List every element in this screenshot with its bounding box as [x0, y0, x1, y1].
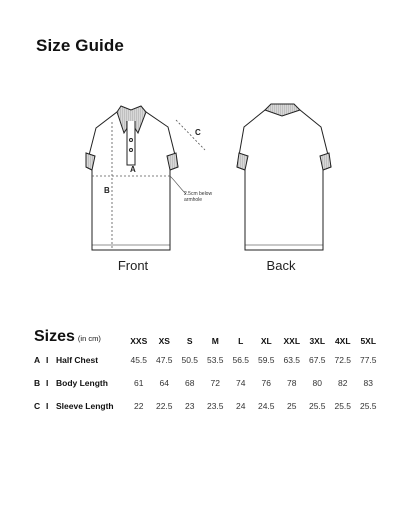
front-polo-illustration — [86, 106, 178, 250]
table-row-sleeve-length — [34, 394, 381, 417]
table-cell: 24 — [236, 400, 246, 411]
table-cell: 25.5 — [359, 400, 377, 411]
table-cell: 82 — [338, 377, 348, 388]
table-cell: 64 — [159, 377, 169, 388]
button-2 — [130, 149, 133, 152]
table-cell: 78 — [287, 377, 297, 388]
table-cell: 59.5 — [257, 354, 275, 365]
back-polo-illustration — [237, 104, 331, 250]
table-cell: 77.5 — [359, 354, 377, 365]
size-header-row — [34, 322, 381, 348]
size-l: L — [238, 336, 244, 346]
table-cell: 76 — [261, 377, 271, 388]
measure-letter-a: A — [130, 165, 136, 174]
size-4xl: 4XL — [334, 336, 351, 346]
table-cell: 83 — [363, 377, 373, 388]
table-cell: 61 — [134, 377, 144, 388]
table-cell: 22.5 — [155, 400, 173, 411]
back-label: Back — [266, 258, 296, 273]
table-cell: 23.5 — [206, 400, 224, 411]
button-1 — [130, 139, 133, 142]
row-label: A I Half Chest — [34, 354, 99, 365]
table-cell: 50.5 — [181, 354, 199, 365]
size-5xl: 5XL — [360, 336, 377, 346]
table-cell: 72.5 — [334, 354, 352, 365]
table-cell: 56.5 — [232, 354, 250, 365]
table-cell: 80 — [312, 377, 322, 388]
size-3xl: 3XL — [309, 336, 326, 346]
size-xxl: XXL — [283, 336, 301, 346]
table-cell: 45.5 — [130, 354, 148, 365]
size-s: S — [186, 336, 193, 346]
measure-letter-c: C — [195, 128, 201, 137]
table-cell: 68 — [185, 377, 195, 388]
row-label: C I Sleeve Length — [34, 400, 114, 411]
table-row-body-length — [34, 371, 381, 394]
front-label: Front — [117, 258, 149, 273]
table-cell: 67.5 — [308, 354, 326, 365]
table-cell: 25 — [287, 400, 297, 411]
page-title: Size Guide — [36, 36, 124, 55]
table-row-half-chest — [34, 348, 381, 371]
size-table — [34, 322, 381, 417]
unit-label: (in cm) — [77, 334, 101, 343]
armhole-note: 2.5cm below armhole — [184, 191, 213, 203]
table-cell: 22 — [134, 400, 144, 411]
row-label: B I Body Length — [34, 377, 108, 388]
measure-letter-b: B — [104, 186, 110, 195]
table-cell: 72 — [210, 377, 220, 388]
size-m: M — [211, 336, 219, 346]
table-cell: 74 — [236, 377, 246, 388]
table-cell: 24.5 — [257, 400, 275, 411]
table-cell: 25.5 — [334, 400, 352, 411]
table-cell: 63.5 — [283, 354, 301, 365]
size-xl: XL — [260, 336, 272, 346]
table-cell: 47.5 — [155, 354, 173, 365]
size-xxs: XXS — [130, 336, 148, 346]
size-xs: XS — [158, 336, 170, 346]
table-cell: 53.5 — [206, 354, 224, 365]
table-cell: 25.5 — [308, 400, 326, 411]
sizes-heading: Sizes (in cm) — [34, 328, 101, 345]
table-cell: 23 — [185, 400, 195, 411]
